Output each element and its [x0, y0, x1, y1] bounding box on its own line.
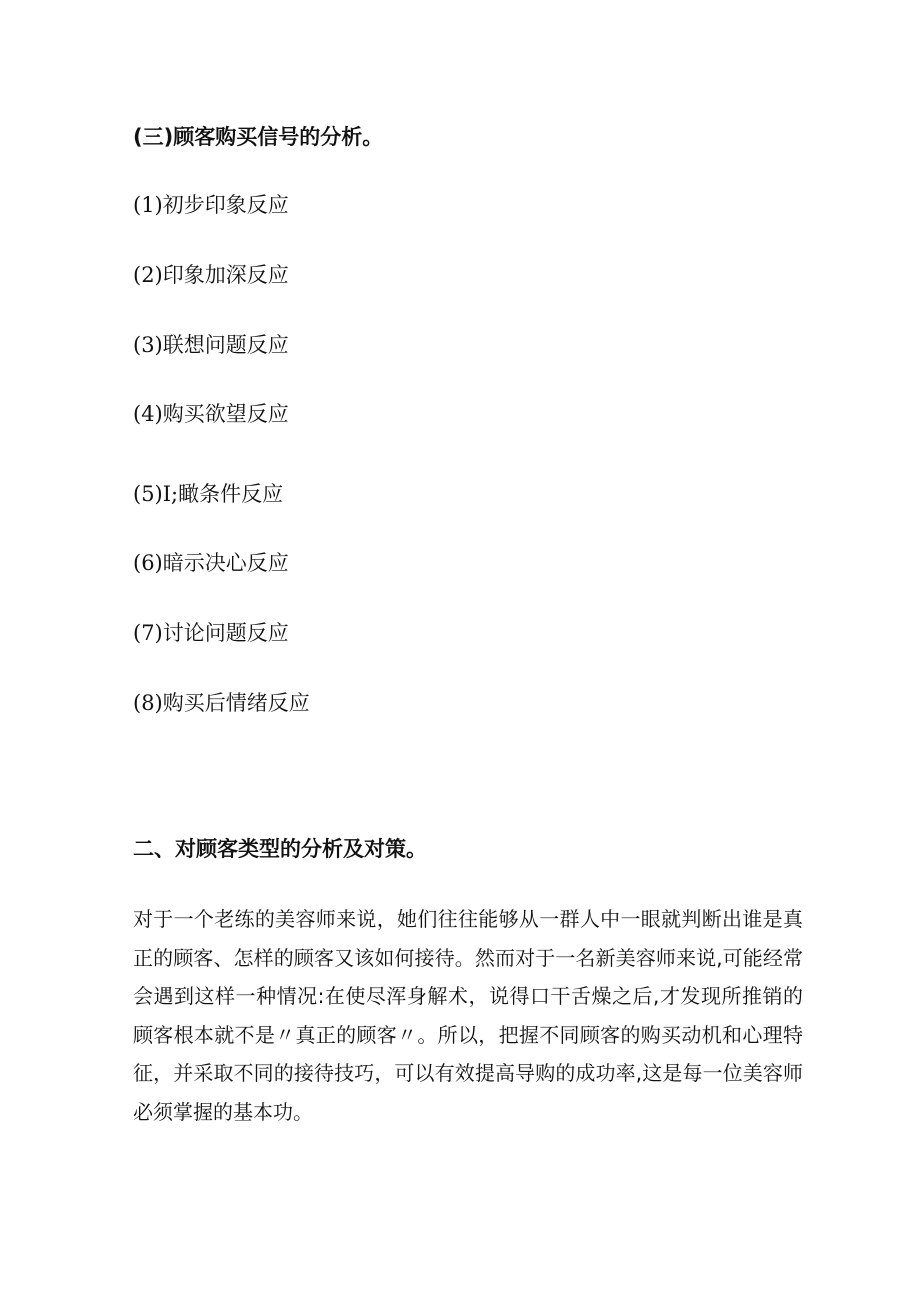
list-item-number: (7) — [133, 621, 163, 645]
list-item-number: (8) — [133, 691, 163, 715]
body-paragraph: 对于一个老练的美容师来说，她们往往能够从一群人中一眼就判断出谁是真正的顾客、怎样的顾客又该如何接待。然而对于一名新美容师来说,可能经常会遇到这样一种情况:在使尽浑身解术，说得口干舌燥之后,才发现所推销的顾客根本就不是〃真正的顾客〃。所以，把握不同顾客的购买动机和心理特征，并采取不同的接待技巧，可以有效提高导购的成功率,这是每一位美容师必须掌握的基本功。 — [133, 907, 803, 1124]
list-item-label: 瞰条件反应 — [178, 482, 284, 506]
list-item-label: 购买欲望反应 — [162, 402, 289, 426]
list-item-number: (6) — [133, 551, 163, 575]
list-item-label: 讨论问题反应 — [162, 621, 289, 645]
list-item — [133, 479, 283, 509]
list-item-label: 印象加深反应 — [162, 263, 289, 287]
list-item-label: 联想问题反应 — [162, 333, 289, 357]
section-heading-purchase-signals: (三)顾客购买信号的分析。 — [133, 125, 384, 149]
list-item-label: 购买后情绪反应 — [162, 691, 310, 715]
list-item-number: (5)I; — [133, 482, 179, 506]
list-item-label: 初步印象反应 — [162, 193, 289, 217]
section-heading-customer-types: 二、对顾客类型的分析及对策。 — [133, 837, 427, 861]
list-item-number: (2) — [133, 263, 163, 287]
list-item-number: (3) — [133, 333, 163, 357]
list-item — [133, 548, 289, 578]
list-item — [133, 399, 289, 429]
list-item — [133, 260, 289, 290]
list-item — [133, 688, 310, 718]
list-item — [133, 190, 289, 220]
list-item-number: (4) — [133, 402, 163, 426]
list-item-label: 暗示决心反应 — [162, 551, 289, 575]
list-item — [133, 330, 289, 360]
list-item-number: (1) — [133, 193, 163, 217]
list-item — [133, 618, 289, 648]
